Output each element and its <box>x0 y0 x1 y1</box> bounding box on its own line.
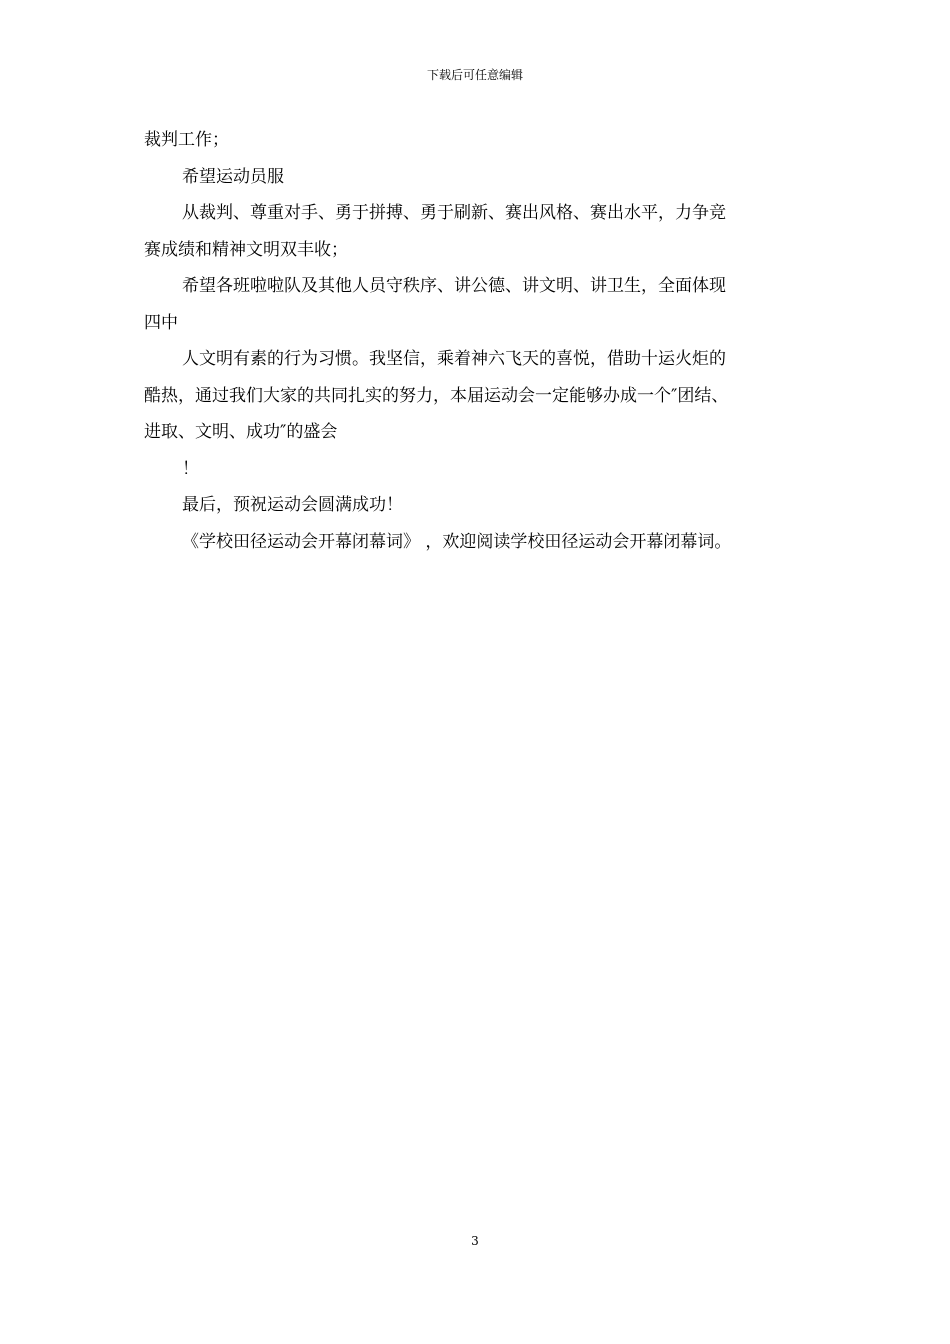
text-line: 最后，预祝运动会圆满成功！ <box>182 495 403 515</box>
page-number: 3 <box>471 1234 479 1248</box>
document-body <box>144 122 808 560</box>
text-line: 希望各班啦啦队及其他人员守秩序、讲公德、讲文明、讲卫生，全面体现 <box>182 276 726 296</box>
text-line: 四中 <box>144 312 178 333</box>
text-line: 希望运动员服 <box>182 166 284 187</box>
text-line: 裁判工作； <box>144 130 229 150</box>
text-line: 从裁判、尊重对手、勇于拼搏、勇于刷新、赛出风格、赛出水平，力争竞 <box>182 203 726 223</box>
text-line: 进取、文明、成功″的盛会 <box>144 422 338 442</box>
text-line: ！ <box>182 458 199 479</box>
text-line: 赛成绩和精神文明双丰收； <box>144 239 348 260</box>
text-line: 《学校田径运动会开幕闭幕词》 ，欢迎阅读学校田径运动会开幕闭幕词。 <box>182 531 732 552</box>
text-line: 人文明有素的行为习惯。我坚信，乘着神六飞天的喜悦，借助十运火炬的 <box>182 349 726 369</box>
page-header: 下载后可任意编辑 <box>426 68 523 82</box>
text-line: 酷热，通过我们大家的共同扎实的努力，本届运动会一定能够办成一个″团结、 <box>144 385 729 406</box>
